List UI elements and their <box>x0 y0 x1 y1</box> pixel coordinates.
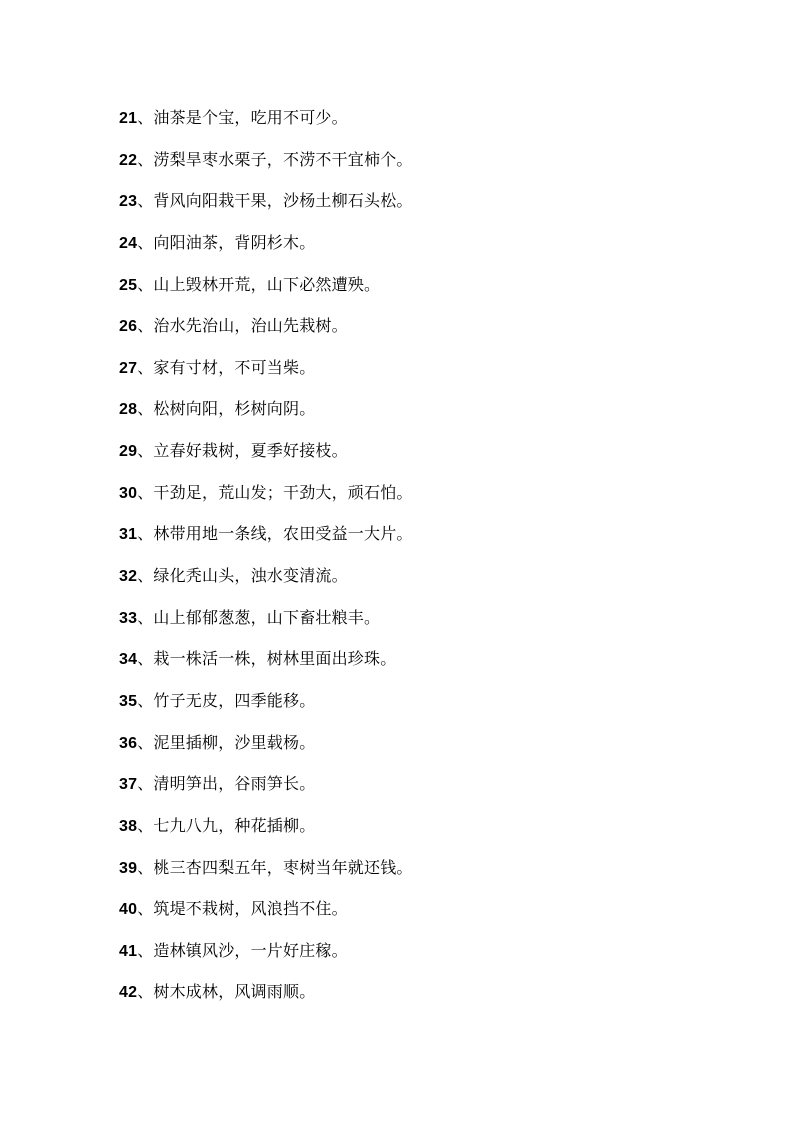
item-text: 七九八九，种花插柳。 <box>153 815 316 835</box>
item-separator: 、 <box>137 149 154 169</box>
item-separator: 、 <box>137 899 154 919</box>
item-separator: 、 <box>137 815 154 835</box>
item-text: 林带用地一条线，农田受益一大片。 <box>153 524 413 544</box>
item-text: 向阳油茶，背阴杉木。 <box>153 232 316 252</box>
item-separator: 、 <box>137 774 154 794</box>
item-number: 37 <box>119 776 138 794</box>
item-text: 立春好栽树，夏季好接枝。 <box>153 441 348 461</box>
item-text: 山上毁林开荒，山下必然遭殃。 <box>153 274 381 294</box>
list-item <box>119 437 759 479</box>
item-text: 背风向阳栽干果，沙杨土柳石头松。 <box>153 191 413 211</box>
list-item <box>119 312 759 354</box>
item-number: 38 <box>119 817 138 835</box>
item-number: 25 <box>119 276 138 294</box>
list-item <box>119 146 759 188</box>
item-number: 31 <box>119 526 138 544</box>
item-text: 油茶是个宝，吃用不可少。 <box>153 108 348 127</box>
item-separator: 、 <box>137 690 154 710</box>
item-text: 干劲足，荒山发；干劲大，顽石怕。 <box>153 482 413 502</box>
item-text: 栽一株活一株，树林里面出珍珠。 <box>153 649 397 669</box>
item-text: 泥里插柳，沙里载杨。 <box>153 732 316 752</box>
item-number: 32 <box>119 568 138 586</box>
item-text: 涝梨旱枣水栗子，不涝不干宜柿个。 <box>153 149 413 169</box>
item-number: 23 <box>119 193 138 211</box>
item-text: 筑堤不栽树，风浪挡不住。 <box>153 899 348 919</box>
item-number: 33 <box>119 609 138 627</box>
item-number: 35 <box>119 692 138 710</box>
list-item <box>119 187 759 229</box>
item-separator: 、 <box>137 482 154 502</box>
list-item <box>119 978 759 1020</box>
item-number: 40 <box>119 901 138 919</box>
item-number: 34 <box>119 651 138 669</box>
item-number: 24 <box>119 234 138 252</box>
item-separator: 、 <box>137 232 154 252</box>
list-item <box>119 479 759 521</box>
item-separator: 、 <box>137 357 154 377</box>
item-number: 39 <box>119 859 138 877</box>
list-item <box>119 520 759 562</box>
item-separator: 、 <box>137 857 154 877</box>
list-item <box>119 354 759 396</box>
item-text: 山上郁郁葱葱，山下畜壮粮丰。 <box>153 607 381 627</box>
item-separator: 、 <box>137 982 154 1002</box>
item-number: 22 <box>119 151 138 169</box>
item-separator: 、 <box>137 316 154 336</box>
item-separator: 、 <box>137 524 154 544</box>
list-item <box>119 562 759 604</box>
item-separator: 、 <box>137 732 154 752</box>
list-item <box>119 604 759 646</box>
item-text: 竹子无皮，四季能移。 <box>153 690 316 710</box>
item-separator: 、 <box>137 191 154 211</box>
item-number: 41 <box>119 942 138 960</box>
list-item <box>119 395 759 437</box>
list-item <box>119 729 759 771</box>
list-item <box>119 229 759 271</box>
item-separator: 、 <box>137 441 154 461</box>
list-item <box>119 645 759 687</box>
item-separator: 、 <box>137 607 154 627</box>
item-number: 29 <box>119 443 138 461</box>
list-item <box>119 687 759 729</box>
item-text: 清明笋出，谷雨笋长。 <box>153 774 316 794</box>
item-text: 桃三杏四梨五年，枣树当年就还钱。 <box>153 857 413 877</box>
item-text: 绿化秃山头，浊水变清流。 <box>153 566 348 586</box>
item-separator: 、 <box>137 649 154 669</box>
item-number: 30 <box>119 484 138 502</box>
item-text: 造林镇风沙，一片好庄稼。 <box>153 940 348 960</box>
item-text: 治水先治山，治山先栽树。 <box>153 316 348 336</box>
list-item <box>119 271 759 313</box>
item-number: 27 <box>119 359 138 377</box>
list-item <box>119 104 759 146</box>
item-number: 26 <box>119 318 138 336</box>
item-separator: 、 <box>137 566 154 586</box>
list-item <box>119 854 759 896</box>
list-item <box>119 770 759 812</box>
item-number: 28 <box>119 401 138 419</box>
list-item <box>119 937 759 979</box>
proverb-list <box>119 104 759 1020</box>
list-item <box>119 895 759 937</box>
item-separator: 、 <box>137 108 154 127</box>
item-number: 42 <box>119 984 138 1002</box>
list-item <box>119 812 759 854</box>
item-text: 树木成林，风调雨顺。 <box>153 982 316 1002</box>
item-text: 松树向阳，杉树向阴。 <box>153 399 316 419</box>
item-number: 21 <box>119 110 138 127</box>
item-number: 36 <box>119 734 138 752</box>
item-separator: 、 <box>137 274 154 294</box>
item-text: 家有寸材，不可当柴。 <box>153 357 316 377</box>
item-separator: 、 <box>137 399 154 419</box>
item-separator: 、 <box>137 940 154 960</box>
